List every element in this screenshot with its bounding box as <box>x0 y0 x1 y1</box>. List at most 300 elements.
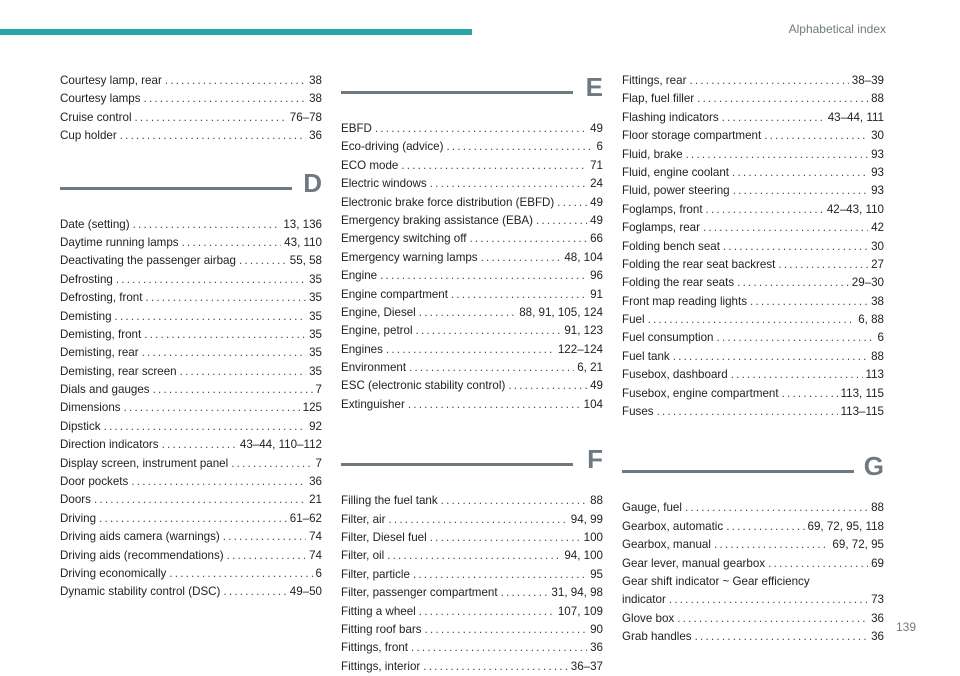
index-entry <box>341 120 603 138</box>
index-term: Fittings, front <box>341 641 409 655</box>
index-term: Cup holder <box>60 129 117 143</box>
index-term: Fittings, rear <box>622 74 687 87</box>
dot-leader <box>388 511 567 529</box>
index-pages: 122–124 <box>557 342 603 356</box>
header-accent-bar <box>0 29 472 35</box>
index-pages: 74 <box>309 530 322 544</box>
index-pages: 29–30 <box>851 276 884 290</box>
dot-leader <box>144 326 306 344</box>
index-entry <box>622 219 884 237</box>
index-entry <box>622 329 884 347</box>
index-entry-continued <box>622 591 884 609</box>
letter-heading-d <box>60 168 322 208</box>
index-term: Driving aids (recommendations) <box>60 548 224 562</box>
dot-leader <box>135 109 287 127</box>
index-entry <box>622 499 884 517</box>
index-entry <box>622 385 884 403</box>
index-pages: 88 <box>871 349 884 363</box>
index-pages: 88 <box>590 494 603 508</box>
dot-leader <box>536 212 587 230</box>
index-pages: 49–50 <box>289 585 322 599</box>
index-pages: 49 <box>590 195 603 209</box>
letter-heading-f <box>341 444 603 484</box>
index-pages: 43–44, 110–112 <box>239 438 322 452</box>
index-entry <box>60 565 322 583</box>
dot-leader <box>441 492 587 510</box>
index-term: Filter, Diesel fuel <box>341 531 427 545</box>
letter-e: E <box>585 72 603 102</box>
dot-leader <box>115 308 307 326</box>
index-term: Engine, petrol <box>341 324 413 338</box>
index-entry <box>341 157 603 175</box>
dot-leader <box>182 234 282 252</box>
dot-leader <box>764 127 868 145</box>
index-entry <box>622 536 884 554</box>
dot-leader <box>733 182 868 200</box>
index-pages: 49 <box>590 213 603 227</box>
index-pages: 7 <box>315 456 322 470</box>
index-pages: 30 <box>871 129 884 143</box>
index-term: Fuel tank <box>622 349 670 363</box>
letter-f: F <box>587 444 603 475</box>
index-entry <box>341 286 603 304</box>
dot-leader <box>673 348 868 366</box>
index-list-f-continued <box>622 72 884 421</box>
index-pages: 36 <box>309 475 322 489</box>
dot-leader <box>142 344 306 362</box>
dot-leader <box>165 72 306 90</box>
index-list-f <box>341 492 603 676</box>
index-entry <box>622 109 884 127</box>
index-entry <box>341 639 603 657</box>
index-term: Driving <box>60 511 97 525</box>
index-pages: 49 <box>590 122 603 135</box>
index-entry <box>341 194 603 212</box>
index-pages: 88 <box>871 501 884 515</box>
dot-leader <box>145 289 306 307</box>
dot-leader <box>557 194 587 212</box>
dot-leader <box>689 72 848 90</box>
dot-leader <box>732 164 868 182</box>
index-pages: 42–43, 110 <box>826 202 884 216</box>
index-pages: 6 <box>315 566 322 580</box>
index-term: Defrosting, front <box>60 291 143 305</box>
dot-leader <box>375 120 587 138</box>
index-term: Courtesy lamp, rear <box>60 74 162 87</box>
index-entry <box>622 127 884 145</box>
index-term: Grab handles <box>622 630 692 644</box>
index-pages: 49 <box>590 379 603 393</box>
index-pages: 38 <box>309 74 322 87</box>
index-pages: 61–62 <box>289 511 322 525</box>
index-term: Emergency warning lamps <box>341 250 478 264</box>
index-list-d <box>60 216 322 602</box>
index-entry <box>341 377 603 395</box>
dot-leader <box>723 238 868 256</box>
index-term: Engine, Diesel <box>341 305 416 319</box>
dot-leader <box>697 90 868 108</box>
index-entry <box>60 473 322 491</box>
index-term: Folding the rear seats <box>622 276 735 290</box>
index-term: Doors <box>60 493 91 507</box>
index-pages: 96 <box>590 269 603 283</box>
dot-leader <box>768 555 868 573</box>
dot-leader <box>481 249 562 267</box>
index-pages: 35 <box>309 309 322 323</box>
dot-leader <box>419 304 516 322</box>
index-pages: 38–39 <box>851 74 884 87</box>
dot-leader <box>717 329 875 347</box>
index-entry <box>622 311 884 329</box>
index-term: Demisting <box>60 309 112 323</box>
index-term: Fluid, brake <box>622 147 683 161</box>
dot-leader <box>722 109 825 127</box>
index-pages: 91, 123 <box>564 324 603 338</box>
index-pages: 95 <box>590 567 603 581</box>
index-entry <box>60 216 322 234</box>
index-term: Fusebox, engine compartment <box>622 386 779 400</box>
index-entry <box>60 234 322 252</box>
dot-leader <box>386 341 555 359</box>
index-entry <box>60 252 322 270</box>
index-pages: 6 <box>877 331 884 345</box>
index-pages: 100 <box>583 531 603 545</box>
dot-leader <box>99 510 287 528</box>
index-pages: 88, 91, 105, 124 <box>519 305 603 319</box>
index-term: Flap, fuel filler <box>622 92 695 106</box>
index-entry <box>341 396 603 414</box>
index-entry <box>60 289 322 307</box>
index-entry <box>622 182 884 200</box>
index-entry <box>622 256 884 274</box>
index-column-1 <box>60 72 322 602</box>
index-pages: 7 <box>315 383 322 397</box>
index-pages: 73 <box>871 593 884 607</box>
index-pages: 36 <box>309 129 322 143</box>
index-term: Date (setting) <box>60 217 130 231</box>
index-pages: 91 <box>590 287 603 301</box>
index-term: Gear shift indicator ~ Gear efficiency <box>622 574 810 588</box>
dot-leader <box>131 473 306 491</box>
index-pages: 6 <box>596 140 603 154</box>
index-pages: 36 <box>871 611 884 625</box>
dot-leader <box>416 322 562 340</box>
index-term: Eco-driving (advice) <box>341 140 444 154</box>
index-entry <box>622 146 884 164</box>
index-pages: 36–37 <box>570 659 603 673</box>
index-entry <box>60 127 322 145</box>
index-term: Display screen, instrument panel <box>60 456 229 470</box>
index-term: Electronic brake force distribution (EBFD) <box>341 195 555 209</box>
dot-leader <box>726 518 804 536</box>
index-entry <box>60 271 322 289</box>
dot-leader <box>144 90 307 108</box>
dot-leader <box>223 528 306 546</box>
index-pages: 93 <box>871 147 884 161</box>
index-pages: 94, 99 <box>570 512 603 526</box>
dot-leader <box>430 529 581 547</box>
index-term: Fusebox, dashboard <box>622 368 728 382</box>
index-term: Fuses <box>622 405 654 419</box>
index-entry <box>622 274 884 292</box>
index-entry <box>622 518 884 536</box>
index-pages: 35 <box>309 346 322 360</box>
dot-leader <box>223 583 286 601</box>
index-term: Demisting, front <box>60 327 142 341</box>
index-list-e <box>341 120 603 414</box>
index-term: Engine compartment <box>341 287 448 301</box>
index-term: Fluid, power steering <box>622 184 730 198</box>
index-pages: 35 <box>309 272 322 286</box>
dot-leader <box>169 565 312 583</box>
index-pages: 24 <box>590 177 603 191</box>
dot-leader <box>446 138 593 156</box>
index-entry <box>60 344 322 362</box>
index-pages: 69, 72, 95 <box>832 538 884 552</box>
index-entry <box>622 610 884 628</box>
index-pages: 74 <box>309 548 322 562</box>
dot-leader <box>153 381 313 399</box>
index-entry <box>341 212 603 230</box>
dot-leader <box>469 230 587 248</box>
index-pages: 27 <box>871 257 884 271</box>
index-entry <box>60 547 322 565</box>
dot-leader <box>750 293 868 311</box>
index-entry <box>60 510 322 528</box>
index-entry <box>341 566 603 584</box>
index-term: Gearbox, manual <box>622 538 711 552</box>
index-entry <box>60 455 322 473</box>
dot-leader <box>408 396 581 414</box>
dot-leader <box>239 252 287 270</box>
index-pages: 88 <box>871 92 884 106</box>
dot-leader <box>714 536 829 554</box>
index-pages: 43–44, 111 <box>827 110 884 124</box>
index-term: Electric windows <box>341 177 427 191</box>
index-term: Emergency switching off <box>341 232 467 246</box>
dot-leader <box>430 175 587 193</box>
index-pages: 36 <box>871 630 884 644</box>
index-term: Foglamps, front <box>622 202 703 216</box>
index-term: Filter, particle <box>341 567 410 581</box>
dot-leader <box>387 547 561 565</box>
index-term: Door pockets <box>60 475 129 489</box>
index-entry <box>60 326 322 344</box>
index-pages: 35 <box>309 327 322 341</box>
index-pages: 94, 100 <box>564 549 603 563</box>
index-term: Dimensions <box>60 401 121 415</box>
index-entry <box>60 72 322 90</box>
index-entry <box>60 436 322 454</box>
dot-leader <box>737 274 849 292</box>
dot-leader <box>677 610 868 628</box>
index-entry <box>341 658 603 676</box>
section-title: Alphabetical index <box>788 22 886 36</box>
dot-leader <box>116 271 306 289</box>
dot-leader <box>423 658 568 676</box>
letter-d: D <box>303 167 322 198</box>
index-entry <box>622 403 884 421</box>
dot-leader <box>657 403 838 421</box>
index-entry <box>60 308 322 326</box>
index-pages: 36 <box>590 641 603 655</box>
index-term: Glove box <box>622 611 675 625</box>
index-entry <box>341 230 603 248</box>
letter-heading-e <box>341 72 603 112</box>
index-entry <box>341 267 603 285</box>
index-pages: 69, 72, 95, 118 <box>807 519 884 533</box>
dot-leader <box>180 363 306 381</box>
dot-leader <box>685 499 868 517</box>
index-entry <box>60 491 322 509</box>
letter-rule <box>341 91 573 94</box>
letter-rule <box>341 463 573 466</box>
index-column-2 <box>341 72 603 676</box>
index-pages: 113 <box>865 368 884 382</box>
index-term: Filter, air <box>341 512 386 526</box>
dot-leader <box>409 359 574 377</box>
index-term: Gearbox, automatic <box>622 519 724 533</box>
index-entry <box>622 90 884 108</box>
dot-leader <box>706 201 824 219</box>
dot-leader <box>227 547 306 565</box>
index-entry <box>622 628 884 646</box>
index-term: Deactivating the passenger airbag <box>60 254 236 268</box>
index-term: Extinguisher <box>341 397 405 411</box>
dot-leader <box>413 566 587 584</box>
dot-leader <box>703 219 868 237</box>
index-term: indicator <box>622 593 666 607</box>
index-entry <box>60 90 322 108</box>
dot-leader <box>94 491 306 509</box>
index-entry <box>622 238 884 256</box>
index-pages: 113–115 <box>840 405 884 419</box>
index-entry <box>622 555 884 573</box>
index-pages: 125 <box>302 401 322 415</box>
index-term: Driving aids camera (warnings) <box>60 530 220 544</box>
index-entry <box>341 492 603 510</box>
dot-leader <box>451 286 587 304</box>
index-pages: 48, 104 <box>564 250 603 264</box>
index-term: Direction indicators <box>60 438 159 452</box>
index-term: EBFD <box>341 122 372 135</box>
index-entry <box>341 175 603 193</box>
index-term: Gauge, fuel <box>622 501 682 515</box>
index-pages: 93 <box>871 184 884 198</box>
index-entry <box>622 164 884 182</box>
index-entry <box>60 528 322 546</box>
dot-leader <box>401 157 587 175</box>
dot-leader <box>411 639 587 657</box>
index-pages: 107, 109 <box>557 604 603 618</box>
index-term: Cruise control <box>60 110 132 124</box>
letter-g: G <box>863 451 884 482</box>
index-term: Engines <box>341 342 383 356</box>
index-entry <box>622 348 884 366</box>
index-term: Fitting a wheel <box>341 604 416 618</box>
dot-leader <box>782 385 838 403</box>
index-entry <box>341 511 603 529</box>
dot-leader <box>731 366 863 384</box>
index-term: Filter, passenger compartment <box>341 586 498 600</box>
dot-leader <box>686 146 869 164</box>
index-pages: 13, 136 <box>283 217 322 231</box>
index-entry <box>341 621 603 639</box>
index-pages: 104 <box>583 397 603 411</box>
index-pages: 31, 94, 98 <box>551 586 603 600</box>
index-term: Demisting, rear screen <box>60 364 177 378</box>
index-entry <box>622 366 884 384</box>
index-term: Dials and gauges <box>60 383 150 397</box>
dot-leader <box>231 455 312 473</box>
index-column-3 <box>622 72 884 647</box>
letter-heading-g <box>622 451 884 491</box>
dot-leader <box>162 436 237 454</box>
index-pages: 76–78 <box>289 110 322 124</box>
index-pages: 113, 115 <box>840 386 884 400</box>
index-term: Filling the fuel tank <box>341 494 438 508</box>
index-pages: 6, 88 <box>858 313 884 327</box>
index-term: Daytime running lamps <box>60 235 179 249</box>
index-term: Gear lever, manual gearbox <box>622 556 766 570</box>
dot-leader <box>669 591 868 609</box>
index-entry <box>622 573 884 610</box>
dot-leader <box>380 267 587 285</box>
index-term: ECO mode <box>341 158 399 172</box>
dot-leader <box>425 621 588 639</box>
index-term: Defrosting <box>60 272 113 286</box>
index-term: Floor storage compartment <box>622 129 762 143</box>
index-entry <box>341 529 603 547</box>
index-term: Driving economically <box>60 566 167 580</box>
index-entry <box>622 72 884 90</box>
index-term: Engine <box>341 269 378 283</box>
index-term: Fittings, interior <box>341 659 421 673</box>
index-list-c <box>60 72 322 146</box>
index-term: Front map reading lights <box>622 294 748 308</box>
dot-leader <box>648 311 856 329</box>
index-term: Fuel consumption <box>622 331 714 345</box>
index-pages: 42 <box>871 221 884 235</box>
index-pages: 35 <box>309 291 322 305</box>
index-term: Demisting, rear <box>60 346 139 360</box>
dot-leader <box>133 216 281 234</box>
index-entry <box>341 138 603 156</box>
index-entry <box>60 363 322 381</box>
index-entry <box>341 341 603 359</box>
index-entry <box>341 249 603 267</box>
dot-leader <box>104 418 307 436</box>
index-pages: 35 <box>309 364 322 378</box>
index-term: Dipstick <box>60 419 101 433</box>
index-entry <box>341 547 603 565</box>
index-term: Folding the rear seat backrest <box>622 257 776 271</box>
index-term: Foglamps, rear <box>622 221 700 235</box>
index-entry <box>622 201 884 219</box>
index-pages: 92 <box>309 419 322 433</box>
index-term: Dynamic stability control (DSC) <box>60 585 221 599</box>
index-entry <box>60 583 322 601</box>
index-pages: 66 <box>590 232 603 246</box>
index-entry <box>60 399 322 417</box>
letter-rule <box>60 187 292 190</box>
index-term: Filter, oil <box>341 549 385 563</box>
index-pages: 43, 110 <box>284 235 322 249</box>
index-term: Courtesy lamps <box>60 92 141 106</box>
index-entry <box>341 603 603 621</box>
index-list-g <box>622 499 884 573</box>
dot-leader <box>778 256 868 274</box>
